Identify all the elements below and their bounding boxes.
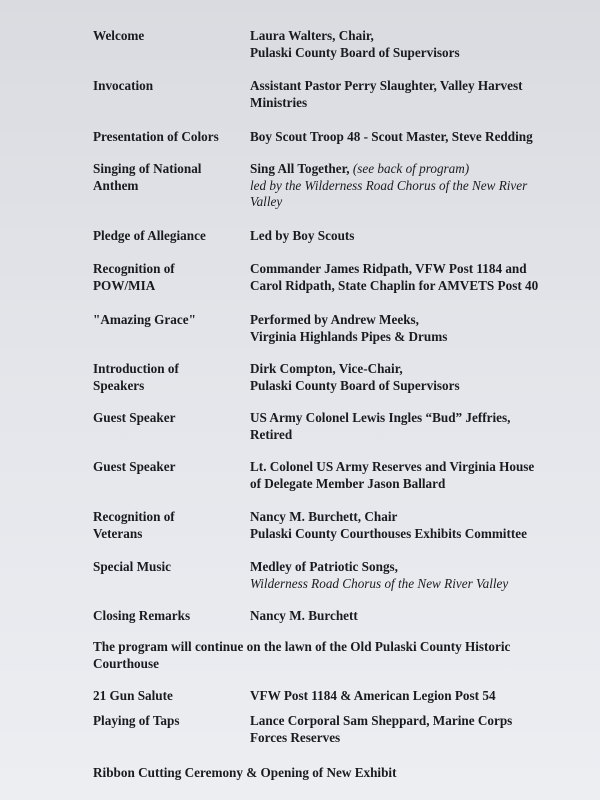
item-detail: Lance Corporal Sam Sheppard, Marine Corps Forces Reserves — [250, 713, 513, 745]
item-label: Introduction of Speakers — [93, 361, 179, 393]
item-label: 21 Gun Salute — [93, 688, 173, 703]
item-label: Playing of Taps — [93, 713, 180, 728]
item-detail: Sing All Together, (see back of program) led by the Wilderness Road Chorus of the New River Valley — [250, 161, 528, 209]
item-detail: Laura Walters, Chair, Pulaski County Board of Supervisors — [250, 28, 460, 60]
item-detail: Led by Boy Scouts — [250, 228, 355, 243]
item-label: Closing Remarks — [93, 608, 191, 623]
item-detail: Performed by Andrew Meeks, Virginia Highlands Pipes & Drums — [250, 312, 448, 344]
item-label: "Amazing Grace" — [93, 312, 196, 327]
item-detail: VFW Post 1184 & American Legion Post 54 — [250, 688, 496, 703]
item-label: Presentation of Colors — [93, 129, 219, 144]
item-label: Guest Speaker — [93, 459, 176, 474]
item-detail: Commander James Ridpath, VFW Post 1184 and Carol Ridpath, State Chaplin for AMVETS Post 40 — [250, 261, 539, 293]
item-detail: US Army Colonel Lewis Ingles “Bud” Jeffries, Retired — [250, 410, 511, 442]
item-detail: Nancy M. Burchett — [250, 608, 358, 623]
item-label: Recognition of Veterans — [93, 509, 175, 541]
item-detail: Assistant Pastor Perry Slaughter, Valley Harvest Ministries — [250, 78, 523, 110]
item-detail: Boy Scout Troop 48 - Scout Master, Steve Redding — [250, 129, 533, 144]
item-label: Invocation — [93, 78, 154, 93]
item-detail: Lt. Colonel US Army Reserves and Virginia House of Delegate Member Jason Ballard — [250, 459, 535, 491]
item-label: Singing of National Anthem — [93, 161, 202, 193]
item-detail: Nancy M. Burchett, Chair Pulaski County Courthouses Exhibits Committee — [250, 509, 527, 541]
item-label: Welcome — [93, 28, 145, 43]
item-label: Special Music — [93, 559, 172, 574]
program-page: Welcome Laura Walters, Chair, Pulaski County Board of Supervisors Invocation Assistant Pastor Perry Slaughter, Valley Harvest Ministries Presentation of Colors Boy Scout Troop 48 - Scout Master, Steve Redding Singing of National Anthem Sing All Together, (see back of program) led by the Wilderness Road Chorus of the New River Valley Pledge of Allegiance Led by Boy Scouts Recognition of POW/MIA Commander James Ridpath, VFW Post 1184 and Carol Ridpath, State Chaplin for AMVETS Post 40 "Amazing Grace" Performed by Andrew Meeks, Virginia Highlands Pipes & Drums Introduction of Speakers Dirk Compton, Vice-Chair, Pulaski County Board of Supervisors Guest Speaker US Army Colonel Lewis Ingles “Bud” Jeffries, Retired Guest Speaker Lt. Colonel US Army Reserves and Virginia House of Delegate Member Jason Ballard Recognition of Veterans Nancy M. Burchett, Chair Pulaski County Courthouses Exhibits Committee Special Music Medley of Patriotic Songs, Wilderness Road Chorus of the New River Valley Closing Remarks Nancy M. Burchett The program will continue on the lawn of the Old Pulaski County Historic Courthouse 21 Gun Salute VFW Post 1184 & American Legion Post 54 Playing of Taps Lance Corporal Sam Sheppard, Marine Corps Forces Reserves Ribbon Cutting Ceremony & Opening of New Exhibit — [0, 0, 600, 800]
item-label: Recognition of POW/MIA — [93, 261, 175, 293]
item-label: Pledge of Allegiance — [93, 228, 206, 243]
item-label: Guest Speaker — [93, 410, 176, 425]
item-detail: Dirk Compton, Vice-Chair, Pulaski County Board of Supervisors — [250, 361, 460, 393]
item-detail: Medley of Patriotic Songs, Wilderness Road Chorus of the New River Valley — [250, 559, 509, 591]
